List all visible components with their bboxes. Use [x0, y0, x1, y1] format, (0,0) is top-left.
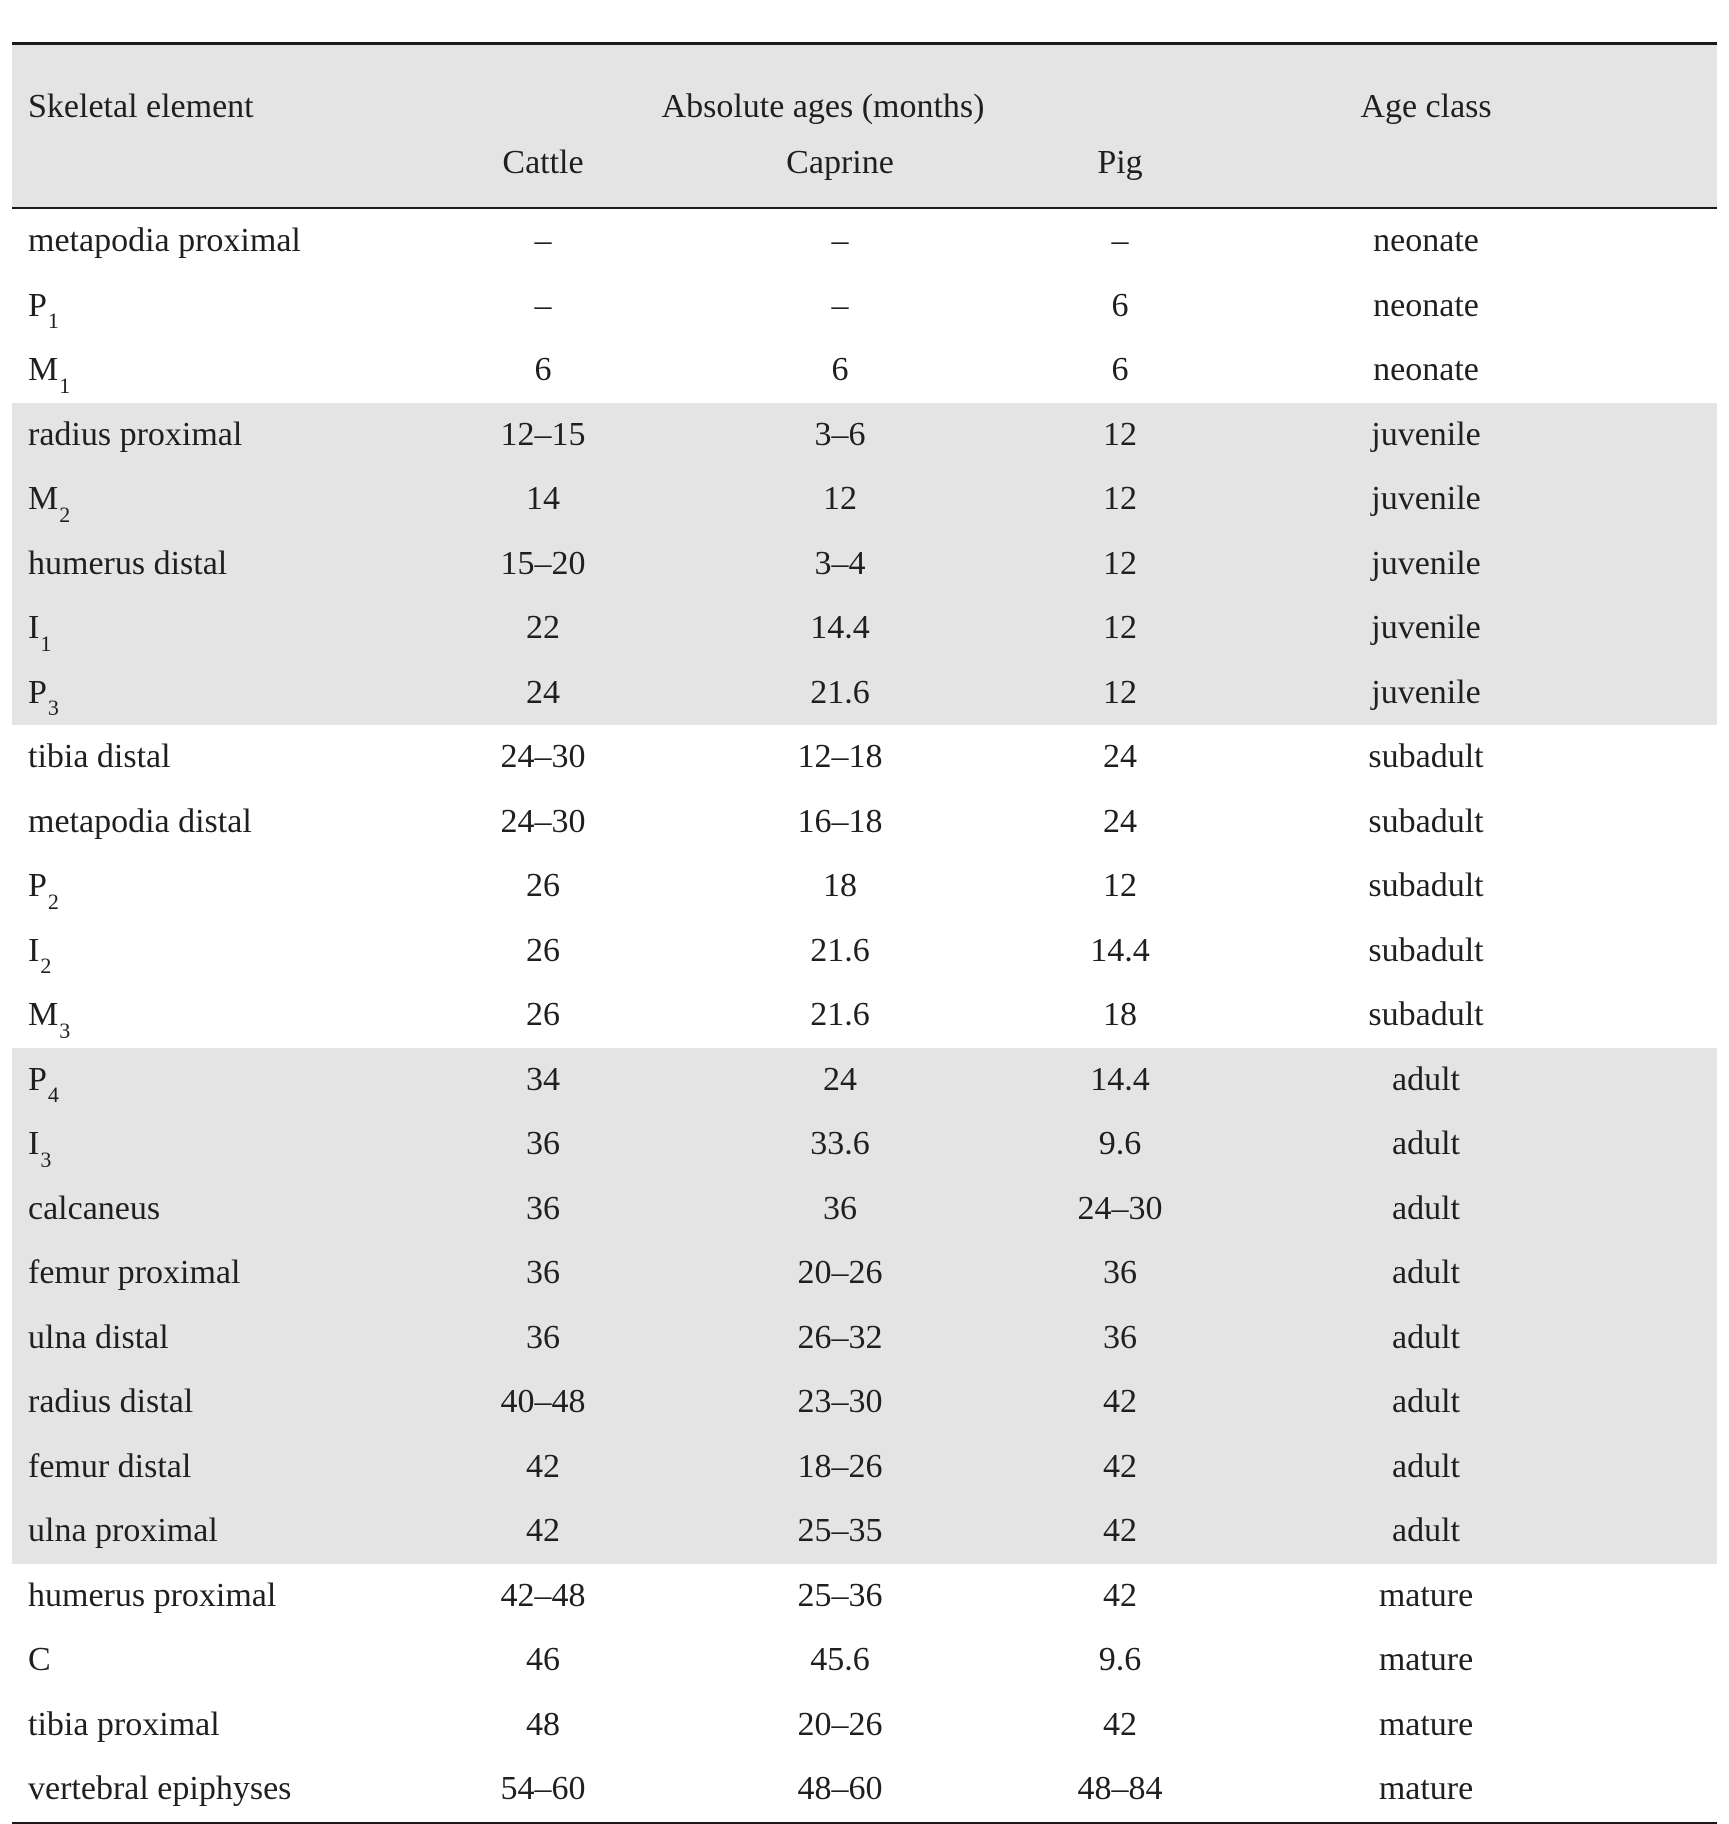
table-row	[12, 1112, 1717, 1177]
skeletal-element-subscript: 3	[59, 1017, 71, 1043]
skeletal-element-label: P	[28, 1060, 47, 1098]
cell-cattle-age: 24–30	[500, 738, 586, 776]
skeletal-element-label: metapodia proximal	[28, 222, 301, 260]
cell-caprine-age: 21.6	[810, 673, 870, 711]
cell-cattle-age: 40–48	[500, 1383, 586, 1421]
cell-pig-age: 6	[1111, 351, 1129, 389]
cell-pig-age: 24	[1103, 802, 1137, 840]
cell-cattle-age: –	[534, 222, 552, 260]
cell-cattle-age: 26	[526, 867, 560, 905]
skeletal-element-label: vertebral epiphyses	[28, 1770, 292, 1808]
skeletal-element-subscript: 1	[47, 308, 59, 334]
table-row	[12, 1177, 1717, 1242]
cell-age-class: mature	[1378, 1770, 1474, 1808]
cell-age-class: subadult	[1368, 802, 1484, 840]
table-row	[12, 790, 1717, 855]
skeletal-element-subscript: 1	[40, 630, 52, 656]
cell-age-class: adult	[1392, 1254, 1460, 1292]
skeletal-element-label: humerus distal	[28, 544, 228, 582]
cell-caprine-age: 12	[823, 480, 857, 518]
table-row	[12, 1693, 1717, 1758]
header-spacer-left	[12, 128, 412, 208]
cell-caprine-age: 26–32	[797, 1318, 883, 1356]
cell-caprine-age: 25–36	[797, 1576, 883, 1614]
cell-pig-age: 42	[1103, 1447, 1137, 1485]
cell-caprine-age: 12–18	[797, 738, 883, 776]
cell-cattle-age: 34	[526, 1060, 560, 1098]
cell-cattle-age: 12–15	[500, 415, 586, 453]
table-row	[12, 208, 1717, 274]
header-spacer-right	[1234, 128, 1717, 208]
table-header	[12, 44, 1717, 209]
cell-skeletal-element	[12, 1499, 412, 1564]
skeletal-element-label: tibia proximal	[28, 1705, 220, 1743]
cell-cattle-age: 46	[526, 1641, 560, 1679]
table-row	[12, 467, 1717, 532]
skeletal-element-label: metapodia distal	[28, 802, 252, 840]
table-row	[12, 1628, 1717, 1693]
cell-caprine-age: 21.6	[810, 931, 870, 969]
cell-skeletal-element	[12, 790, 412, 855]
table-row	[12, 1564, 1717, 1629]
cell-skeletal-element	[12, 1177, 412, 1242]
cell-cattle-age: 15–20	[500, 544, 586, 582]
cell-cattle-age: –	[534, 286, 552, 324]
cell-cattle-age: 42–48	[500, 1576, 586, 1614]
cell-pig-age: 14.4	[1090, 931, 1150, 969]
cell-age-class: adult	[1392, 1512, 1460, 1550]
cell-pig-age: 24–30	[1077, 1189, 1163, 1227]
cell-pig-age: 36	[1103, 1254, 1137, 1292]
skeletal-element-label: C	[28, 1641, 51, 1679]
cell-pig-age: 42	[1103, 1705, 1137, 1743]
skeletal-element-label: M	[28, 480, 59, 518]
table-row	[12, 274, 1717, 339]
cell-age-class: subadult	[1368, 931, 1484, 969]
skeletal-element-subscript: 2	[47, 888, 59, 914]
cell-skeletal-element	[12, 1564, 412, 1629]
cell-caprine-age: –	[831, 222, 849, 260]
cell-skeletal-element	[12, 854, 412, 919]
cell-caprine-age: 20–26	[797, 1254, 883, 1292]
skeletal-element-label: radius distal	[28, 1383, 194, 1421]
cell-caprine-age: 48–60	[797, 1770, 883, 1808]
cell-pig-age: 36	[1103, 1318, 1137, 1356]
cell-age-class: neonate	[1373, 351, 1479, 389]
cell-age-class: subadult	[1368, 996, 1484, 1034]
cell-caprine-age: 45.6	[810, 1641, 870, 1679]
cell-cattle-age: 42	[526, 1447, 560, 1485]
cell-pig-age: 24	[1103, 738, 1137, 776]
skeletal-element-label: femur distal	[28, 1447, 192, 1485]
cell-age-class: juvenile	[1371, 609, 1481, 647]
cell-cattle-age: 24	[526, 673, 560, 711]
cell-cattle-age: 36	[526, 1189, 560, 1227]
cell-skeletal-element	[12, 467, 412, 532]
cell-cattle-age: 24–30	[500, 802, 586, 840]
table-row	[12, 338, 1717, 403]
table-row	[12, 1048, 1717, 1113]
cell-skeletal-element	[12, 596, 412, 661]
cell-cattle-age: 6	[534, 351, 552, 389]
header-caprine: Caprine	[786, 144, 894, 181]
cell-skeletal-element	[12, 1693, 412, 1758]
cell-caprine-age: 14.4	[810, 609, 870, 647]
cell-pig-age: 12	[1103, 415, 1137, 453]
skeletal-element-label: I	[28, 609, 40, 647]
skeletal-element-subscript: 2	[40, 953, 52, 979]
header-cattle: Cattle	[502, 144, 584, 181]
table-row	[12, 854, 1717, 919]
skeletal-element-label: P	[28, 867, 47, 905]
skeletal-element-subscript: 1	[59, 372, 71, 398]
cell-age-class: juvenile	[1371, 544, 1481, 582]
table-row	[12, 1435, 1717, 1500]
cell-pig-age: 12	[1103, 544, 1137, 582]
cell-pig-age: 6	[1111, 286, 1129, 324]
skeletal-element-label: ulna proximal	[28, 1512, 218, 1550]
cell-pig-age: 14.4	[1090, 1060, 1150, 1098]
table-row	[12, 1306, 1717, 1371]
cell-skeletal-element	[12, 1048, 412, 1113]
skeletal-element-subscript: 3	[47, 695, 59, 721]
cell-caprine-age: 21.6	[810, 996, 870, 1034]
cell-skeletal-element	[12, 1241, 412, 1306]
skeletal-element-label: M	[28, 351, 59, 389]
cell-skeletal-element	[12, 725, 412, 790]
cell-caprine-age: 3–6	[814, 415, 866, 453]
cell-pig-age: 18	[1103, 996, 1137, 1034]
cell-age-class: neonate	[1373, 286, 1479, 324]
cell-skeletal-element	[12, 532, 412, 597]
cell-age-class: juvenile	[1371, 415, 1481, 453]
cell-age-class: juvenile	[1371, 480, 1481, 518]
cell-skeletal-element	[12, 1306, 412, 1371]
table-row	[12, 403, 1717, 468]
cell-skeletal-element	[12, 403, 412, 468]
cell-pig-age: 12	[1103, 673, 1137, 711]
cell-cattle-age: 36	[526, 1318, 560, 1356]
skeletal-element-label: M	[28, 996, 59, 1034]
cell-caprine-age: 33.6	[810, 1125, 870, 1163]
cell-cattle-age: 42	[526, 1512, 560, 1550]
table-row	[12, 983, 1717, 1048]
cell-caprine-age: 3–4	[814, 544, 866, 582]
cell-pig-age: 12	[1103, 867, 1137, 905]
cell-skeletal-element	[12, 338, 412, 403]
skeletal-element-label: humerus proximal	[28, 1576, 277, 1614]
cell-cattle-age: 14	[526, 480, 560, 518]
cell-age-class: subadult	[1368, 738, 1484, 776]
cell-age-class: adult	[1392, 1189, 1460, 1227]
cell-pig-age: –	[1111, 222, 1129, 260]
cell-caprine-age: –	[831, 286, 849, 324]
cell-age-class: adult	[1392, 1447, 1460, 1485]
cell-cattle-age: 22	[526, 609, 560, 647]
cell-skeletal-element	[12, 1435, 412, 1500]
cell-age-class: juvenile	[1371, 673, 1481, 711]
skeletal-element-label: I	[28, 931, 40, 969]
cell-pig-age: 12	[1103, 609, 1137, 647]
cell-age-class: mature	[1378, 1641, 1474, 1679]
header-age-class: Age class	[1360, 88, 1492, 125]
table-row	[12, 1499, 1717, 1564]
cell-cattle-age: 54–60	[500, 1770, 586, 1808]
table-row	[12, 725, 1717, 790]
fusion-age-table	[12, 42, 1717, 1824]
cell-caprine-age: 23–30	[797, 1383, 883, 1421]
cell-pig-age: 42	[1103, 1576, 1137, 1614]
skeletal-element-label: I	[28, 1125, 40, 1163]
header-absolute-ages: Absolute ages (months)	[661, 88, 985, 125]
table-row	[12, 596, 1717, 661]
cell-cattle-age: 48	[526, 1705, 560, 1743]
cell-age-class: adult	[1392, 1383, 1460, 1421]
skeletal-element-label: P	[28, 286, 47, 324]
cell-cattle-age: 36	[526, 1254, 560, 1292]
cell-skeletal-element	[12, 1628, 412, 1693]
skeletal-element-subscript: 3	[40, 1146, 52, 1172]
skeletal-element-label: femur proximal	[28, 1254, 241, 1292]
cell-pig-age: 42	[1103, 1383, 1137, 1421]
skeletal-element-subscript: 4	[47, 1082, 59, 1108]
cell-age-class: mature	[1378, 1705, 1474, 1743]
table-row	[12, 1370, 1717, 1435]
table-body	[12, 208, 1717, 1823]
cell-caprine-age: 25–35	[797, 1512, 883, 1550]
skeletal-element-label: ulna distal	[28, 1318, 169, 1356]
cell-cattle-age: 26	[526, 931, 560, 969]
cell-pig-age: 42	[1103, 1512, 1137, 1550]
cell-cattle-age: 26	[526, 996, 560, 1034]
cell-skeletal-element	[12, 1112, 412, 1177]
cell-age-class: mature	[1378, 1576, 1474, 1614]
cell-age-class: subadult	[1368, 867, 1484, 905]
cell-pig-age: 12	[1103, 480, 1137, 518]
cell-caprine-age: 24	[823, 1060, 857, 1098]
cell-skeletal-element	[12, 919, 412, 984]
cell-age-class: adult	[1392, 1318, 1460, 1356]
table-row	[12, 661, 1717, 726]
cell-skeletal-element	[12, 983, 412, 1048]
cell-age-class: adult	[1392, 1060, 1460, 1098]
cell-skeletal-element	[12, 208, 412, 274]
cell-age-class: adult	[1392, 1125, 1460, 1163]
cell-pig-age: 48–84	[1077, 1770, 1163, 1808]
cell-skeletal-element	[12, 1370, 412, 1435]
cell-skeletal-element	[12, 661, 412, 726]
cell-pig-age: 9.6	[1098, 1641, 1142, 1679]
skeletal-element-subscript: 2	[59, 501, 71, 527]
skeletal-element-label: tibia distal	[28, 738, 171, 776]
table-row	[12, 1241, 1717, 1306]
cell-caprine-age: 18	[823, 867, 857, 905]
skeletal-element-label: P	[28, 673, 47, 711]
cell-caprine-age: 20–26	[797, 1705, 883, 1743]
cell-age-class: neonate	[1373, 222, 1479, 260]
skeletal-element-label: radius proximal	[28, 415, 243, 453]
cell-caprine-age: 16–18	[797, 802, 883, 840]
header-pig: Pig	[1097, 144, 1143, 181]
cell-caprine-age: 36	[823, 1189, 857, 1227]
skeletal-element-label: calcaneus	[28, 1189, 161, 1227]
cell-caprine-age: 18–26	[797, 1447, 883, 1485]
cell-skeletal-element	[12, 274, 412, 339]
table-row	[12, 919, 1717, 984]
header-row-groups	[12, 44, 1717, 129]
table-row	[12, 532, 1717, 597]
cell-caprine-age: 6	[831, 351, 849, 389]
header-skeletal-element: Skeletal element	[28, 88, 254, 125]
header-row-species	[12, 128, 1717, 208]
cell-pig-age: 9.6	[1098, 1125, 1142, 1163]
cell-cattle-age: 36	[526, 1125, 560, 1163]
